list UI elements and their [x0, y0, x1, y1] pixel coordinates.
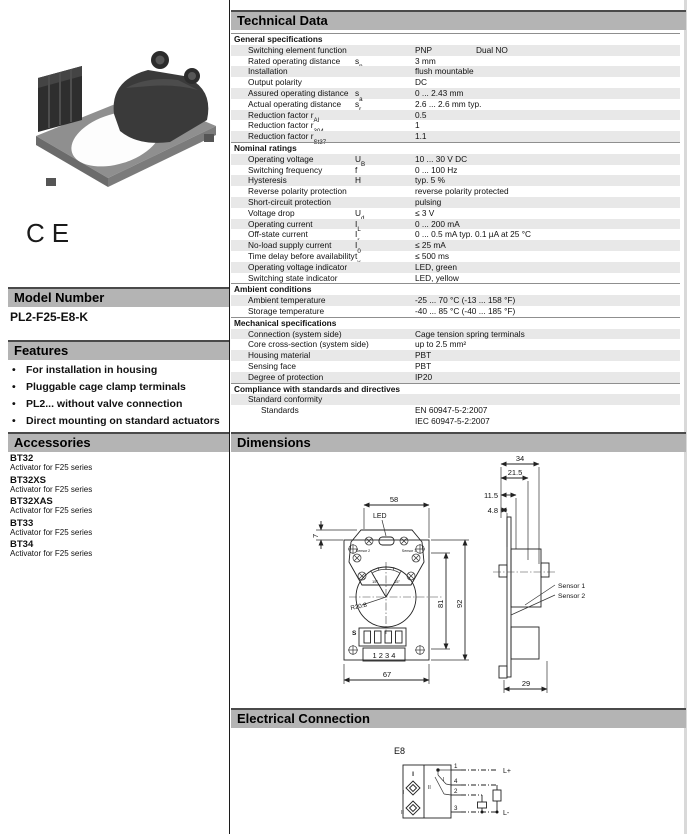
dim-11-5: 11.5: [483, 491, 498, 500]
accessory-item: [10, 519, 92, 538]
accessory-item: [10, 540, 92, 559]
spec-row: Operating current $I_L$ 0 ... 200 mA: [231, 219, 680, 230]
feature-item: • PL2... without valve connection: [8, 396, 229, 413]
angle-right-label: 15°: [393, 579, 401, 584]
side-view: [484, 454, 585, 693]
feature-item: • Pluggable cage clamp terminals: [8, 379, 229, 396]
spec-row: Reduction factor $r_{Al}$ 0.5: [231, 110, 680, 121]
variant-label: E8: [394, 746, 406, 756]
accessories-header: Accessories: [8, 432, 229, 452]
spec-row: Reduction factor $r_{St37}$ 1.1: [231, 131, 680, 142]
spec-row: Switching frequency f 0 ... 100 Hz: [248, 164, 458, 175]
spec-section-header: Ambient conditions: [231, 283, 680, 295]
spec-section-header: Mechanical specifications: [231, 317, 680, 329]
spec-row: Actual operating distance s 2.6 ... 2.6 mm typ.: [248, 98, 482, 109]
side-sensor-block: [511, 549, 541, 607]
spec-row: Housing material PBT: [231, 350, 680, 361]
spec-row: Standards EN 60947-5-2:2007 IEC 60947-5-2:2007: [261, 405, 490, 426]
spec-row: Output polarity DC: [248, 77, 427, 88]
spec-row: Storage temperature -40 ... 85 °C (-40 ... 185 °F): [248, 305, 516, 316]
dim-34: 34: [515, 454, 525, 463]
angle-left-label: 15°: [371, 579, 379, 584]
technical-data-header: Technical Data: [231, 10, 686, 30]
terminal-2: 2: [454, 788, 458, 795]
dip-numbers: 1 2 3 4: [372, 651, 396, 660]
front-sensor2-label: Sensor 2: [355, 549, 371, 553]
spec-section-header: Nominal ratings: [231, 142, 680, 154]
dim-81: 81: [436, 599, 445, 608]
spec-section-header: Compliance with standards and directives: [231, 383, 680, 395]
spec-row: No-load supply current $I_0$ ≤ 25 mA: [231, 240, 680, 251]
dimensions-drawing: [289, 452, 679, 704]
side-plate: [507, 517, 511, 677]
spec-row: Installation flush mountable: [231, 66, 680, 77]
spec-row: Assured operating distance $s_a$ 0 ... 2.43 mm: [231, 88, 680, 99]
spec-row: Core cross-section (system side) up to 2.5 mm²: [248, 339, 467, 350]
dim-67: 67: [382, 670, 392, 679]
product-photo: [8, 18, 229, 218]
ce-mark: CE: [26, 218, 77, 248]
spec-row: Voltage drop U ≤ 3 V: [248, 207, 435, 218]
terminal-3: 3: [454, 805, 458, 812]
accessory-name: BT32: [10, 453, 34, 464]
features-list: [8, 362, 229, 430]
spec-row: Standard conformity: [231, 394, 680, 405]
device-box: [403, 765, 451, 818]
spec-row: Switching element function PNP Dual NO: [231, 45, 680, 56]
sensor-head: [349, 530, 424, 585]
inductive-sensor-symbol-2: [406, 801, 420, 815]
load-symbol: [493, 790, 501, 801]
spec-row: Time delay before availability t ≤ 500 ms: [248, 250, 450, 261]
terminal-4: 4: [454, 778, 458, 785]
feature-item: • Direct mounting on standard actuators: [8, 413, 229, 430]
side-sensor1-label: Sensor 1: [558, 583, 586, 590]
spec-row: Ambient temperature -25 ... 70 °C (-13 ... 158 °F): [231, 295, 680, 306]
l-minus-label: L-: [503, 810, 510, 817]
spec-row: Operating voltage indicator LED, green: [231, 262, 680, 273]
accessory-item: [10, 497, 92, 516]
dim-21-5: 21.5: [507, 468, 523, 477]
accessory-desc: Activator for F25 series: [10, 549, 93, 558]
dim-29: 29: [521, 679, 531, 688]
electrical-connection-header: Electrical Connection: [231, 708, 686, 728]
column-divider: [229, 0, 230, 834]
accessory-name: BT34: [10, 539, 34, 550]
dim-92: 92: [455, 599, 464, 608]
side-sensor2-label: Sensor 2: [558, 593, 586, 600]
l-plus-label: L+: [503, 768, 511, 775]
accessory-desc: Activator for F25 series: [10, 463, 93, 472]
accessory-name: BT33: [10, 517, 34, 529]
accessory-item: [10, 454, 92, 473]
led-label: LED: [373, 513, 387, 520]
dimensions-header: Dimensions: [231, 432, 686, 452]
spec-row: Connection (system side) Cage tension spring terminals: [231, 329, 680, 340]
spec-row: Reduction factor r 1: [248, 120, 420, 131]
spec-row: Operating voltage $U_B$ 10 ... 30 V DC: [231, 154, 680, 165]
sensor2-symbol-label: II: [401, 810, 404, 816]
inductive-sensor-symbol-1: [406, 781, 420, 795]
spec-row: Switching state indicator LED, yellow: [248, 272, 459, 283]
dim-58: 58: [389, 495, 399, 504]
side-lower-block: [511, 627, 539, 659]
led-indicator: [379, 537, 394, 545]
radius-label: R20.8: [349, 601, 368, 612]
accessory-desc: Activator for F25 series: [10, 506, 93, 515]
accessory-desc: Activator for F25 series: [10, 527, 93, 537]
dip-s-label: S: [352, 630, 357, 637]
sensor-block-label: I: [412, 771, 414, 778]
spec-section-header: General specifications: [231, 33, 680, 45]
features-header: Features: [8, 340, 229, 360]
spec-row: Sensing face PBT: [248, 360, 432, 371]
feature-item: • For installation in housing: [8, 362, 229, 379]
switch1-label: I: [443, 777, 445, 783]
model-number-header: Model Number: [8, 287, 229, 307]
switch2-label: II: [428, 785, 431, 791]
accessory-name: BT32XS: [10, 474, 46, 486]
front-view: [311, 495, 469, 684]
spec-row: Hysteresis H typ. 5 %: [231, 175, 680, 186]
spec-row: Rated operating distance s 3 mm: [248, 55, 436, 66]
wiring-diagram: [386, 740, 626, 837]
dim-4-8: 4.8: [487, 506, 498, 515]
accessory-item: [10, 476, 92, 495]
accessories-list: [10, 454, 92, 562]
spec-row: Degree of protection IP20: [231, 372, 680, 383]
technical-table: [231, 33, 680, 426]
terminal-1: 1: [454, 763, 458, 770]
spec-row: Reverse polarity protection reverse polarity protected: [248, 186, 509, 197]
dim-7: 7: [311, 533, 320, 538]
sensor1-symbol-label: I: [402, 790, 405, 796]
load-symbol: [478, 802, 487, 808]
spec-row: Short-circuit protection pulsing: [231, 197, 680, 208]
accessory-name: BT32XAS: [10, 496, 53, 507]
front-sensor1-label: Sensor 1: [401, 549, 417, 553]
model-number-value: PL2-F25-E8-K: [10, 310, 89, 324]
spec-row: Off-state current I 0 ... 0.5 mA typ. 0.1 µA at 25 °C: [248, 229, 532, 240]
accessory-desc: Activator for F25 series: [10, 484, 93, 494]
